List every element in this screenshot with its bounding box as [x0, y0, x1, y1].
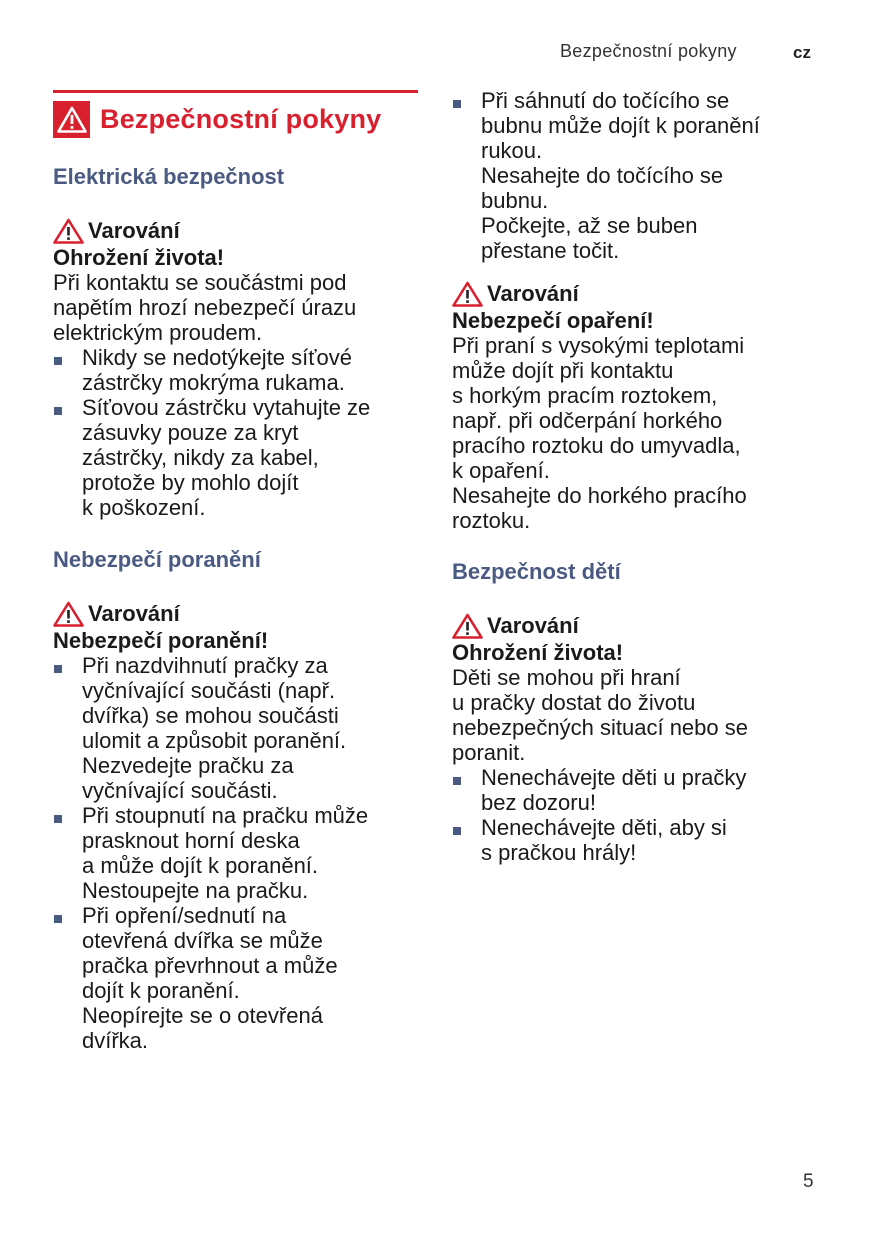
- text-line: dvířka.: [82, 1028, 149, 1053]
- text-line: Neopírejte se o otevřená: [82, 1003, 323, 1028]
- text-line: vyčnívající součásti (např.: [82, 678, 336, 703]
- text-line: otevřená dvířka se může: [82, 928, 323, 953]
- injury-bullets: [53, 653, 418, 1053]
- text-line: Síťovou zástrčku vytahujte ze: [82, 395, 371, 420]
- text-line: Při stoupnutí na pračku může: [82, 803, 369, 828]
- injury-hazard: Nebezpečí poranění!: [53, 628, 269, 653]
- list-item: [53, 345, 418, 395]
- text-line: Při praní s vysokými teplotami: [452, 333, 745, 358]
- text-line: a může dojít k poranění.: [82, 853, 319, 878]
- text-line: Děti se mohou při hraní: [452, 665, 681, 690]
- children-bullets: [452, 765, 822, 865]
- children-hazard: Ohrožení života!: [452, 640, 624, 665]
- text-line: Nesahejte do horkého pracího: [452, 483, 747, 508]
- warning-triangle-icon: [452, 281, 483, 307]
- text-line: Při opření/sednutí na: [82, 903, 287, 928]
- list-item: [53, 395, 418, 520]
- warning-triangle-icon: [53, 601, 84, 627]
- text-line: ulomit a způsobit poranění.: [82, 728, 347, 753]
- text-line: Při kontaktu se součástmi pod: [53, 270, 347, 295]
- bullet-square-icon: [54, 815, 62, 823]
- text-line: bez dozoru!: [481, 790, 596, 815]
- language-code: cz: [793, 43, 811, 62]
- text-line: s pračkou hrály!: [481, 840, 637, 865]
- text-line: k opaření.: [452, 458, 550, 483]
- warning-triangle-icon: [452, 613, 483, 639]
- list-item: [452, 88, 822, 263]
- bullet-square-icon: [453, 827, 461, 835]
- list-item: [452, 815, 822, 865]
- text-line: Nestoupejte na pračku.: [82, 878, 309, 903]
- warning-text: Varování: [487, 613, 579, 638]
- text-line: Nenechávejte děti, aby si: [481, 815, 727, 840]
- text-line: zástrčky, nikdy za kabel,: [82, 445, 319, 470]
- text-line: roztoku.: [452, 508, 531, 533]
- text-line: bubnu.: [481, 188, 549, 213]
- list-item: [53, 903, 418, 1053]
- list-item: [452, 765, 822, 815]
- warning-text: Varování: [88, 601, 180, 626]
- scalding-warning-label: [452, 281, 822, 307]
- text-line: dvířka) se mohou součásti: [82, 703, 339, 728]
- text-line: zástrčky mokrýma rukama.: [82, 370, 345, 395]
- text-line: nebezpečných situací nebo se: [452, 715, 748, 740]
- bullet-square-icon: [54, 915, 62, 923]
- text-line: Nikdy se nedotýkejte síťové: [82, 345, 352, 370]
- drum-bullets: [452, 88, 822, 263]
- injury-warning-label: [53, 601, 418, 627]
- electrical-hazard: Ohrožení života!: [53, 245, 225, 270]
- running-header-title: Bezpečnostní pokyny: [560, 41, 737, 61]
- warning-text: Varování: [88, 218, 180, 243]
- text-line: přestane točit.: [481, 238, 620, 263]
- electrical-safety-heading: Elektrická bezpečnost: [53, 164, 285, 189]
- text-line: prasknout horní deska: [82, 828, 300, 853]
- text-line: může dojít při kontaktu: [452, 358, 674, 383]
- text-line: s horkým pracím roztokem,: [452, 383, 718, 408]
- injury-heading: Nebezpečí poranění: [53, 547, 261, 572]
- chapter-title: Bezpečnostní pokyny: [100, 104, 382, 134]
- text-line: vyčnívající součásti.: [82, 778, 278, 803]
- list-item: [53, 653, 418, 803]
- text-line: protože by mohlo dojít: [82, 470, 299, 495]
- text-line: poranit.: [452, 740, 526, 765]
- text-line: pračka převrhnout a může: [82, 953, 338, 978]
- text-line: pracího roztoku do umyvadla,: [452, 433, 741, 458]
- electrical-bullets: [53, 345, 418, 520]
- text-line: Nenechávejte děti u pračky: [481, 765, 747, 790]
- text-line: Nesahejte do točícího se: [481, 163, 724, 188]
- bullet-square-icon: [453, 777, 461, 785]
- scalding-hazard: Nebezpečí opaření!: [452, 308, 654, 333]
- text-line: Při nazdvihnutí pračky za: [82, 653, 328, 678]
- bullet-square-icon: [453, 100, 461, 108]
- electrical-intro: [53, 270, 418, 345]
- text-line: u pračky dostat do životu: [452, 690, 696, 715]
- electrical-warning-label: [53, 218, 418, 244]
- warning-triangle-icon: [53, 101, 90, 138]
- text-line: zásuvky pouze za kryt: [82, 420, 299, 445]
- text-line: elektrickým proudem.: [53, 320, 263, 345]
- page-number: 5: [803, 1171, 814, 1192]
- left-column: [53, 90, 418, 1053]
- bullet-square-icon: [54, 407, 62, 415]
- text-line: např. při odčerpání horkého: [452, 408, 723, 433]
- text-line: k poškození.: [82, 495, 206, 520]
- bullet-square-icon: [54, 357, 62, 365]
- bullet-square-icon: [54, 665, 62, 673]
- text-line: Počkejte, až se buben: [481, 213, 698, 238]
- children-intro: [452, 665, 822, 765]
- warning-text: Varování: [487, 281, 579, 306]
- text-line: Nezvedejte pračku za: [82, 753, 294, 778]
- warning-triangle-icon: [53, 218, 84, 244]
- text-line: Při sáhnutí do točícího se: [481, 88, 730, 113]
- children-safety-heading: Bezpečnost dětí: [452, 559, 621, 584]
- right-column: [452, 88, 822, 865]
- text-line: napětím hrozí nebezpečí úrazu: [53, 295, 357, 320]
- list-item: [53, 803, 418, 903]
- text-line: dojít k poranění.: [82, 978, 240, 1003]
- text-line: rukou.: [481, 138, 543, 163]
- chapter-heading: [53, 90, 418, 138]
- text-line: bubnu může dojít k poranění: [481, 113, 760, 138]
- children-warning-label: [452, 613, 822, 639]
- scalding-text: [452, 333, 822, 533]
